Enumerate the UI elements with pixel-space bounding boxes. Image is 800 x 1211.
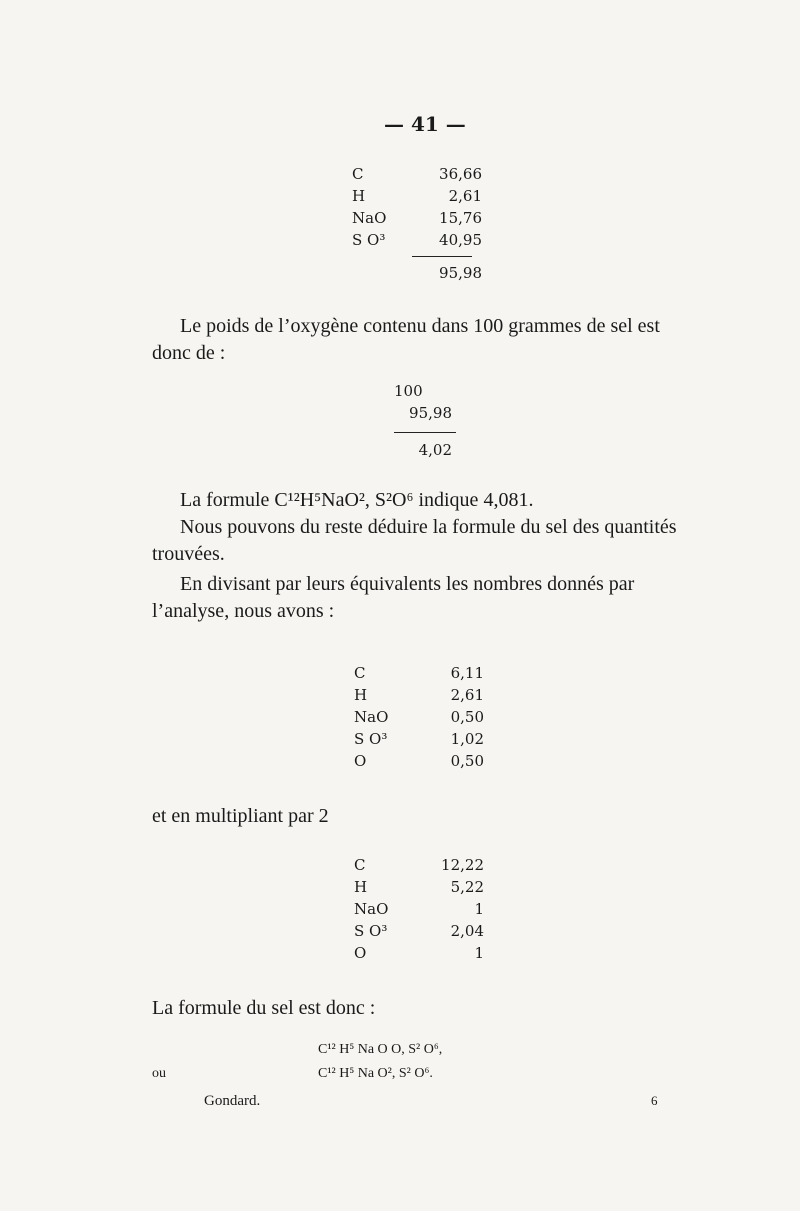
element-value: 5,22: [450, 878, 484, 896]
composition-table: [352, 163, 482, 251]
formula-line-2: C¹² H⁵ Na O², S² O⁶.: [318, 1066, 433, 1081]
table-row: [354, 662, 484, 684]
element-label: C: [352, 165, 364, 183]
paragraph-formula: La formule C¹²H⁵NaO², S²O⁶ indique 4,081.: [180, 489, 534, 511]
element-label: NaO: [354, 900, 389, 918]
table-row: [354, 898, 484, 920]
sum-rule: [412, 256, 472, 257]
element-label: NaO: [354, 708, 389, 726]
footer-signature: 6: [651, 1093, 658, 1108]
element-label: S O³: [352, 231, 386, 249]
element-value: 2,04: [450, 922, 484, 940]
table-row: [352, 185, 482, 207]
table-row: [354, 854, 484, 876]
table-row: [352, 229, 482, 251]
element-value: 1,02: [450, 730, 484, 748]
element-value: 2,61: [448, 187, 482, 205]
formula-line-1: C¹² H⁵ Na O O, S² O⁶,: [318, 1042, 443, 1057]
element-value: 1: [474, 900, 484, 918]
element-label: C: [354, 856, 366, 874]
table-row: [354, 706, 484, 728]
element-label: NaO: [352, 209, 387, 227]
table-row: [354, 920, 484, 942]
formula-or: ou: [152, 1066, 166, 1081]
element-label: H: [354, 878, 368, 896]
paragraph-deduce: Nous pouvons du reste déduire la formule du sel des quantités trouvées.: [152, 516, 677, 565]
calc-result-row: [380, 439, 452, 461]
table-total-row: [412, 262, 482, 284]
table-row: [354, 684, 484, 706]
multiplied-table: [354, 854, 484, 964]
calc-rule: [394, 432, 456, 433]
calc-result: 4,02: [418, 441, 452, 459]
page-number: — 41 —: [384, 112, 466, 136]
element-value: 6,11: [450, 664, 484, 682]
element-value: 40,95: [439, 231, 482, 249]
element-value: 15,76: [439, 209, 482, 227]
paragraph-divide: En divisant par leurs équivalents les nombres donnés par l’analyse, nous avons :: [152, 573, 635, 622]
footer-author: Gondard.: [204, 1093, 261, 1109]
table-row: [352, 207, 482, 229]
element-label: C: [354, 664, 366, 682]
element-value: 36,66: [439, 165, 482, 183]
table-row: [352, 163, 482, 185]
element-value: 2,61: [450, 686, 484, 704]
element-label: O: [354, 944, 367, 962]
element-label: O: [354, 752, 367, 770]
element-label: H: [352, 187, 366, 205]
element-label: H: [354, 686, 368, 704]
paragraph-conclusion: La formule du sel est donc :: [152, 997, 376, 1019]
element-value: 0,50: [450, 752, 484, 770]
element-value: 1: [474, 944, 484, 962]
subtraction-calc: [380, 380, 452, 424]
calc-minuend: 100: [394, 382, 423, 400]
table-total: 95,98: [439, 264, 482, 282]
table-row: [354, 728, 484, 750]
paragraph-multiply: et en multipliant par 2: [152, 805, 329, 827]
element-value: 0,50: [450, 708, 484, 726]
element-value: 12,22: [441, 856, 484, 874]
element-label: S O³: [354, 730, 388, 748]
element-label: S O³: [354, 922, 388, 940]
paragraph-oxygen-weight: Le poids de l’oxygène contenu dans 100 grammes de sel est donc de :: [152, 315, 660, 364]
table-row: [354, 942, 484, 964]
table-row: [354, 876, 484, 898]
equivalents-table: [354, 662, 484, 772]
calc-subtrahend: 95,98: [409, 404, 452, 422]
table-row: [354, 750, 484, 772]
